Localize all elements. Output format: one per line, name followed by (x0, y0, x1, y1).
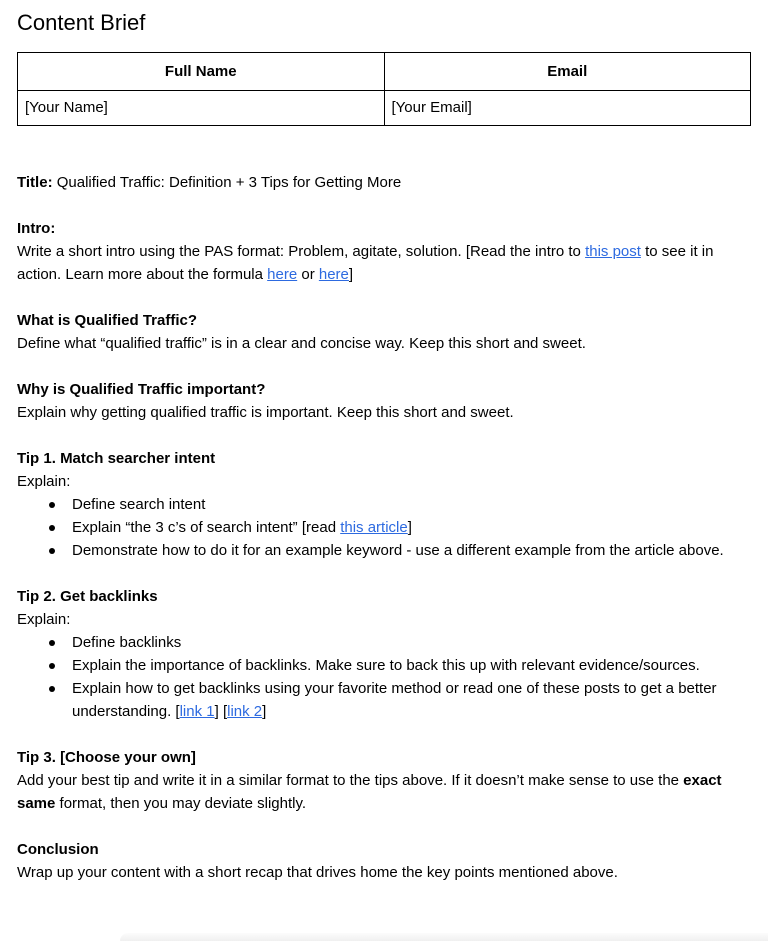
document-body (17, 171, 751, 884)
bullet-item (72, 493, 751, 516)
paragraph (17, 171, 751, 194)
text-run: Explain: (17, 473, 71, 490)
email-cell[interactable]: [Your Email] (384, 91, 751, 126)
page-title: Content Brief (17, 10, 146, 35)
text-run: Explain: (17, 611, 71, 628)
doc-section (17, 309, 751, 355)
bold-text-run: exact same (17, 772, 722, 812)
bullet-item (72, 631, 751, 654)
paragraph (17, 769, 751, 815)
doc-section (17, 838, 751, 884)
bullet-item (72, 516, 751, 539)
doc-section (17, 746, 751, 815)
paragraph (17, 838, 751, 861)
bullet-list (17, 631, 751, 723)
text-run: to see it in action. Learn more about the formula (17, 243, 714, 283)
paragraph (17, 240, 751, 286)
bullet-item (72, 539, 751, 562)
text-run: Explain why getting qualified traffic is important. Keep this short and sweet. (17, 404, 514, 421)
paragraph (17, 217, 751, 240)
bold-text-run: Intro: (17, 220, 56, 237)
full-name-column-header: Full Name (18, 53, 385, 91)
text-run: or (297, 266, 319, 283)
bold-text-run: Conclusion (17, 841, 99, 858)
doc-section (17, 447, 751, 562)
bullet-item (72, 654, 751, 677)
text-run: Explain “the 3 c’s of search intent” [read (72, 519, 341, 536)
inline-link[interactable]: link 1 (179, 703, 215, 720)
table-header-row (18, 53, 751, 91)
paragraph (17, 585, 751, 608)
paragraph (17, 470, 751, 493)
text-run: Define search intent (72, 496, 206, 513)
paragraph (17, 746, 751, 769)
next-page-top-edge (120, 933, 768, 941)
inline-link[interactable]: this post (585, 243, 641, 260)
text-run: Define backlinks (72, 634, 182, 651)
doc-section (17, 171, 751, 194)
paragraph (17, 447, 751, 470)
table-row (18, 91, 751, 126)
text-run: ] (348, 266, 354, 283)
bold-text-run: Tip 2. Get backlinks (17, 588, 158, 605)
doc-section (17, 217, 751, 286)
doc-section (17, 585, 751, 723)
doc-section (17, 378, 751, 424)
text-run: format, then you may deviate slightly. (55, 795, 307, 812)
paragraph (17, 608, 751, 631)
text-run: ] (407, 519, 412, 536)
paragraph (17, 401, 751, 424)
bold-text-run: Title: (17, 174, 53, 191)
author-info-table (17, 52, 751, 126)
text-run: Define what “qualified traffic” is in a clear and concise way. Keep this short and sweet. (17, 335, 586, 352)
paragraph (17, 378, 751, 401)
paragraph (17, 309, 751, 332)
email-column-header: Email (384, 53, 751, 91)
paragraph (17, 861, 751, 884)
text-run: Wrap up your content with a short recap that drives home the key points mentioned above. (17, 864, 618, 881)
text-run: Explain the importance of backlinks. Make sure to back this up with relevant evidence/sources. (72, 657, 700, 674)
bold-text-run: Tip 3. [Choose your own] (17, 749, 196, 766)
text-run: Write a short intro using the PAS format: Problem, agitate, solution. [Read the intro to (17, 243, 586, 260)
text-run: Qualified Traffic: Definition + 3 Tips for Getting More (52, 174, 402, 191)
text-run: Demonstrate how to do it for an example keyword - use a different example from the article above. (72, 542, 724, 559)
inline-link[interactable]: this article (340, 519, 408, 536)
text-run: ] [ (214, 703, 228, 720)
bullet-list (17, 493, 751, 562)
bold-text-run: What is Qualified Traffic? (17, 312, 198, 329)
text-run: ] (262, 703, 267, 720)
inline-link[interactable]: link 2 (227, 703, 263, 720)
inline-link[interactable]: here (267, 266, 298, 283)
text-run: Explain how to get backlinks using your favorite method or read one of these posts to get a better understanding. [ (72, 680, 717, 720)
bold-text-run: Tip 1. Match searcher intent (17, 450, 216, 467)
inline-link[interactable]: here (318, 266, 349, 283)
paragraph (17, 332, 751, 355)
bullet-item (72, 677, 751, 723)
text-run: Add your best tip and write it in a similar format to the tips above. If it doesn’t make sense to use the (17, 772, 684, 789)
full-name-cell[interactable]: [Your Name] (18, 91, 385, 126)
bold-text-run: Why is Qualified Traffic important? (17, 381, 266, 398)
